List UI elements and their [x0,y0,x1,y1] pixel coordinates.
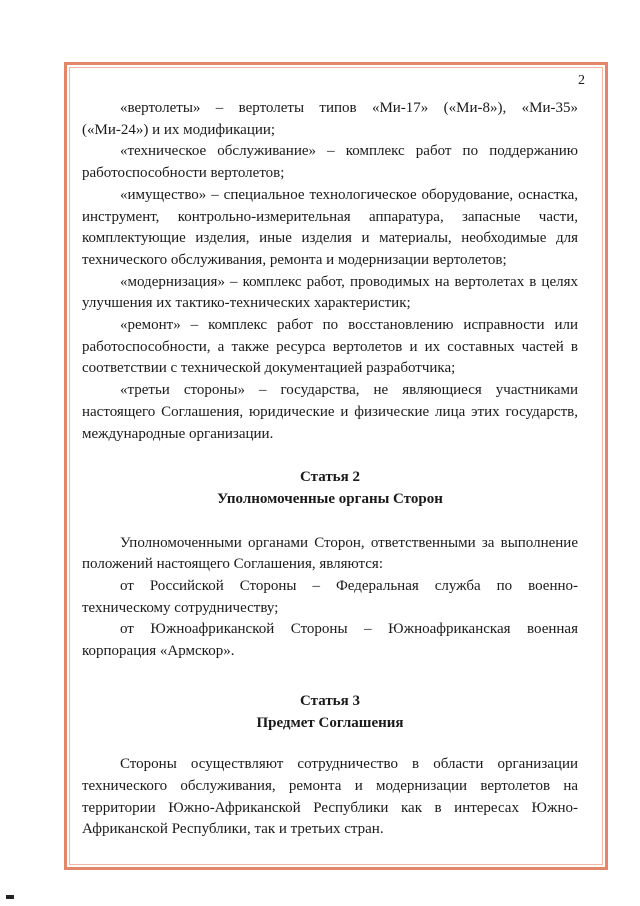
article-3-paragraph: Стороны осуществляют сотрудничество в области организации технического обслуживания, ремонта и модернизации вертолетов на территории Южно-Африканской Республики как в интересах Южно-Африканской Республики, так и третьих стран. [82,756,578,838]
definition-helicopters: «вертолеты» – вертолеты типов «Ми-17» («Ми-8»), «Ми-35» («Ми-24») и их модификации; [82,100,578,138]
article-2-number: Статья 2 [300,469,360,486]
article-2-paragraph: от Российской Стороны – Федеральная служба по военно-техническому сотрудничеству; [82,578,578,616]
definition-property: «имущество» – специальное технологическое оборудование, оснастка, инструмент, контрольно-измерительная аппаратура, запасные части, комплектующие изделия, иные изделия и материалы, необходимые для технического обслуживания, ремонта и модернизации вертолетов; [82,186,578,268]
spacer [82,511,578,533]
definition-repair: «ремонт» – комплекс работ по восстановлению исправности или работоспособности, а также ресурса вертолетов и их составных частей в соответствии с технической документацией разработчика; [82,317,578,377]
definition-modernization: «модернизация» – комплекс работ, проводимых на вертолетах в целях улучшения их тактико-технических характеристик; [82,273,578,312]
document-body [82,98,578,841]
scan-mark [6,895,14,899]
article-2-paragraph: от Южноафриканской Стороны – Южноафриканская военная корпорация «Армскор». [82,621,578,660]
definition-third-parties: «третьи стороны» – государства, не являющиеся участниками настоящего Соглашения, юридические и физические лица этих государств, международные организации. [82,382,578,442]
definition-maintenance: «техническое обслуживание» – комплекс работ по поддержанию работоспособности вертолетов; [82,143,578,182]
article-2-title: Уполномоченные органы Сторон [217,490,443,507]
article-3-number: Статья 3 [300,692,360,709]
article-3-title: Предмет Соглашения [256,714,404,731]
article-2-paragraph: Уполномоченными органами Сторон, ответственными за выполнение положений настоящего Соглашения, являются: [82,534,578,573]
spacer [82,734,578,754]
page-number: 2 [578,73,585,88]
